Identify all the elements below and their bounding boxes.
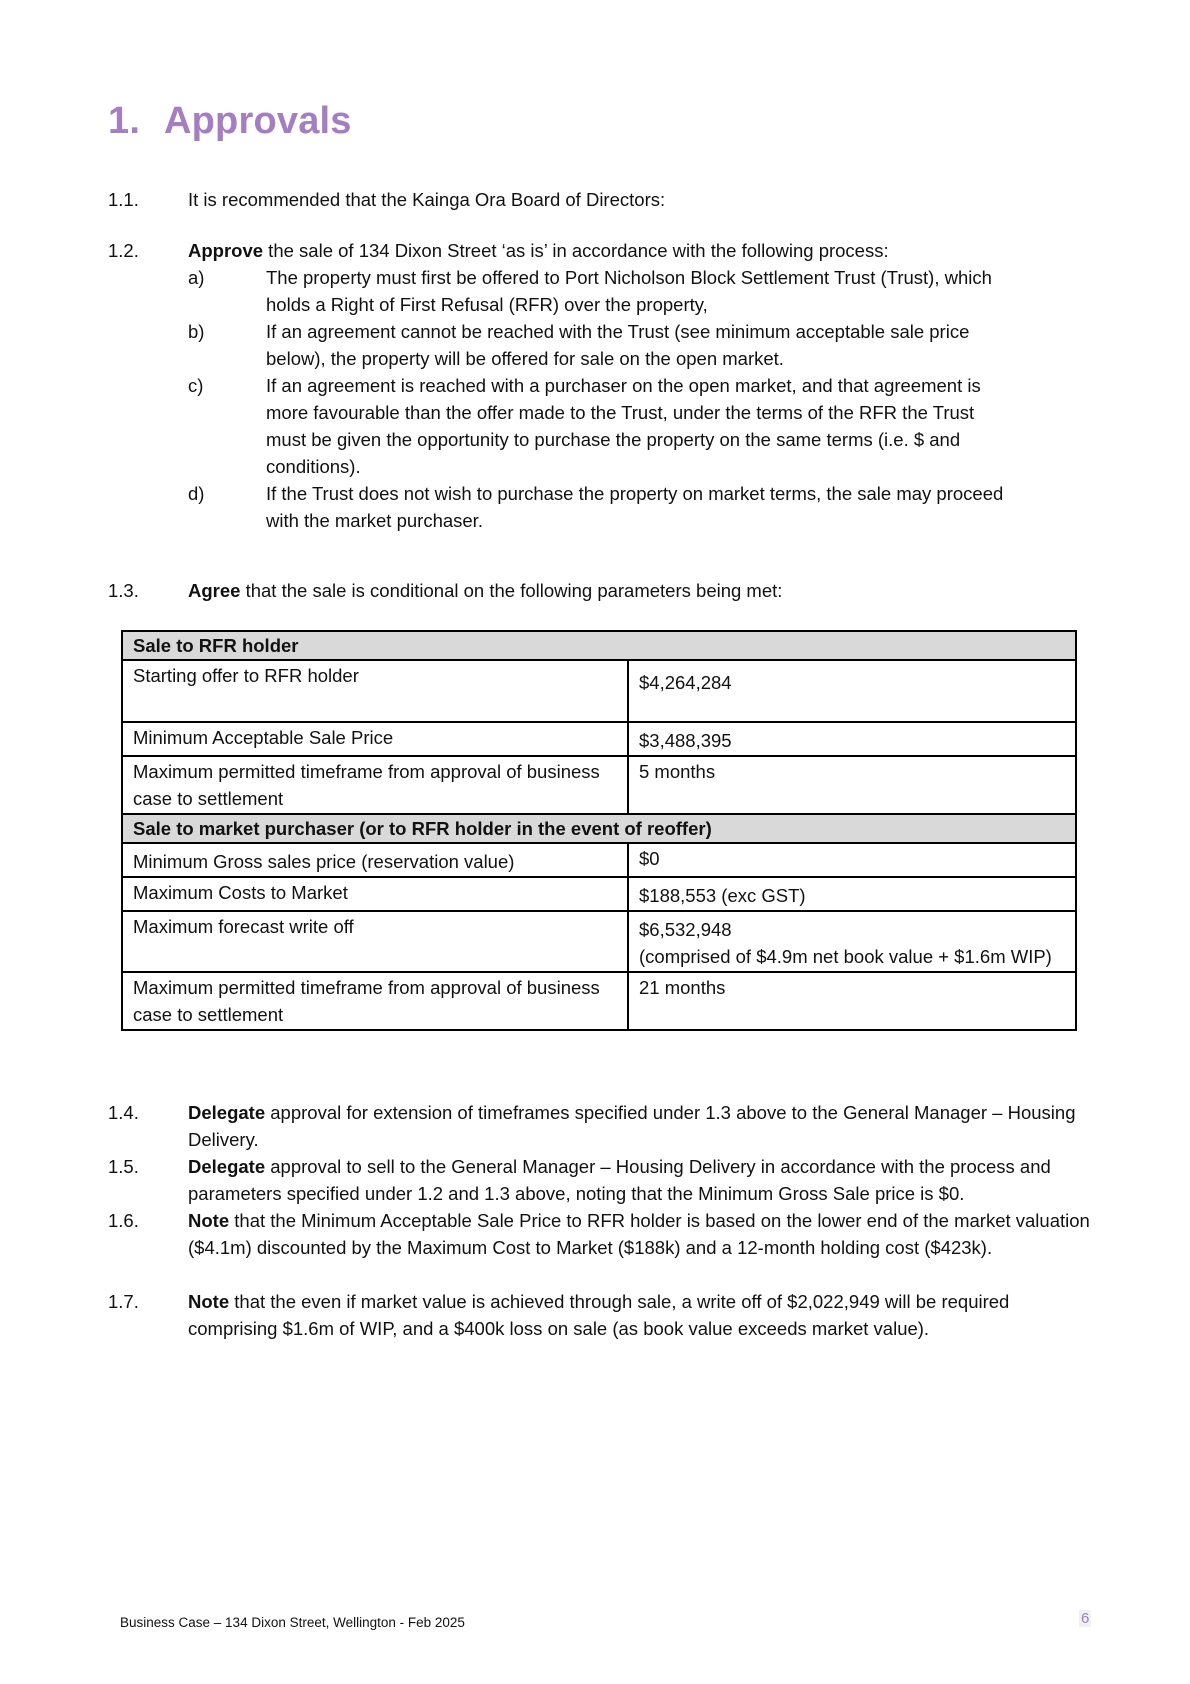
row-label: Maximum Costs to Market: [122, 877, 628, 911]
list-text: The property must first be offered to Port Nicholson Block Settlement Trust (Trust), which holds a Right of First Refusal (RFR) over the property,: [266, 267, 992, 315]
sale-parameters-table: [121, 630, 1077, 1031]
row-label: Maximum forecast write off: [122, 911, 628, 972]
paragraph-1-7: [108, 1288, 1098, 1342]
table-row: [122, 722, 1076, 756]
paragraph-text: Note that the even if market value is achieved through sale, a write off of $2,022,949 will be required comprising $1.6m of WIP, and a $400k loss on sale (as book value exceeds market value).: [188, 1291, 1010, 1339]
paragraph-1-3: [108, 577, 1098, 604]
row-value: $188,553 (exc GST): [628, 877, 1076, 911]
section-heading: [108, 100, 352, 143]
row-label: Minimum Gross sales price (reservation value): [122, 843, 628, 877]
row-value: 21 months: [628, 972, 1076, 1030]
paragraph-1-4: [108, 1099, 1098, 1153]
table-row: [122, 660, 1076, 722]
table-row: [122, 756, 1076, 814]
paragraph-number: 1.7.: [108, 1291, 139, 1312]
paragraph-number: 1.1.: [108, 189, 139, 210]
paragraph-text: Delegate approval for extension of timeframes specified under 1.3 above to the General Manager – Housing Delivery.: [188, 1102, 1076, 1150]
table-section-header: [122, 814, 1076, 843]
row-value: $4,264,284: [628, 660, 1076, 722]
emphasis-note: Note: [188, 1291, 230, 1312]
list-label: a): [188, 267, 205, 288]
emphasis-delegate: Delegate: [188, 1156, 266, 1177]
row-value: $0: [628, 843, 1076, 877]
emphasis-agree: Agree: [188, 580, 241, 601]
emphasis-note: Note: [188, 1210, 230, 1231]
list-label: b): [188, 321, 205, 342]
row-value: 5 months: [628, 756, 1076, 814]
table-row: [122, 843, 1076, 877]
paragraph-1-2: [108, 237, 1098, 534]
paragraph-number: 1.6.: [108, 1210, 139, 1231]
paragraph-1-1: [108, 186, 1098, 213]
write-off-note: (comprised of $4.9m net book value + $1.6m WIP): [639, 946, 1052, 967]
row-label: Maximum permitted timeframe from approval of business case to settlement: [122, 756, 628, 814]
list-item-c: [188, 372, 1018, 480]
page-number: 6: [1081, 1610, 1090, 1627]
list-item-b: [188, 318, 1018, 372]
row-value: $3,488,395: [628, 722, 1076, 756]
table-section-header: [122, 631, 1076, 660]
emphasis-approve: Approve: [188, 240, 264, 261]
paragraph-text: Agree that the sale is conditional on the following parameters being met:: [188, 580, 783, 601]
paragraph-1-5: [108, 1153, 1098, 1207]
paragraph-number: 1.4.: [108, 1102, 139, 1123]
table-row: [122, 972, 1076, 1030]
paragraph-number: 1.2.: [108, 240, 139, 261]
list-text: If the Trust does not wish to purchase the property on market terms, the sale may proceed with the market purchaser.: [266, 483, 1004, 531]
list-label: c): [188, 375, 204, 396]
list-item-a: [188, 264, 1018, 318]
list-text: If an agreement is reached with a purchaser on the open market, and that agreement is more favourable than the offer made to the Trust, under the terms of the RFR the Trust must be given the opportunity to purchase the property on the same terms (i.e. $ and conditions).: [266, 375, 981, 477]
table-row: [122, 911, 1076, 972]
emphasis-delegate: Delegate: [188, 1102, 266, 1123]
section-title-rfr: Sale to RFR holder: [122, 631, 1076, 660]
list-item-d: [188, 480, 1018, 534]
row-value: [628, 911, 1076, 972]
write-off-amount: $6,532,948: [639, 919, 732, 940]
paragraph-1-6: [108, 1207, 1098, 1261]
list-label: d): [188, 483, 205, 504]
section-title-market: Sale to market purchaser (or to RFR holder in the event of reoffer): [122, 814, 1076, 843]
row-label: Starting offer to RFR holder: [122, 660, 628, 722]
list-text: If an agreement cannot be reached with the Trust (see minimum acceptable sale price below), the property will be offered for sale on the open market.: [266, 321, 970, 369]
paragraph-text: Note that the Minimum Acceptable Sale Price to RFR holder is based on the lower end of the market valuation ($4.1m) discounted by the Maximum Cost to Market ($188k) and a 12-month holding cost ($423k).: [188, 1210, 1090, 1258]
paragraph-text: Delegate approval to sell to the General Manager – Housing Delivery in accordance with the process and parameters specified under 1.2 and 1.3 above, noting that the Minimum Gross Sale price is $0.: [188, 1156, 1051, 1204]
paragraph-number: 1.5.: [108, 1156, 139, 1177]
page-footer: Business Case – 134 Dixon Street, Wellington - Feb 2025: [120, 1615, 465, 1630]
paragraph-number: 1.3.: [108, 580, 139, 601]
heading-number: 1.: [108, 100, 141, 142]
heading-title: Approvals: [164, 100, 352, 142]
paragraph-text: Approve the sale of 134 Dixon Street ‘as is’ in accordance with the following process:: [188, 240, 889, 261]
table-row: [122, 877, 1076, 911]
row-label: Minimum Acceptable Sale Price: [122, 722, 628, 756]
paragraph-text: It is recommended that the Kainga Ora Board of Directors:: [188, 189, 666, 210]
row-label: Maximum permitted timeframe from approval of business case to settlement: [122, 972, 628, 1030]
